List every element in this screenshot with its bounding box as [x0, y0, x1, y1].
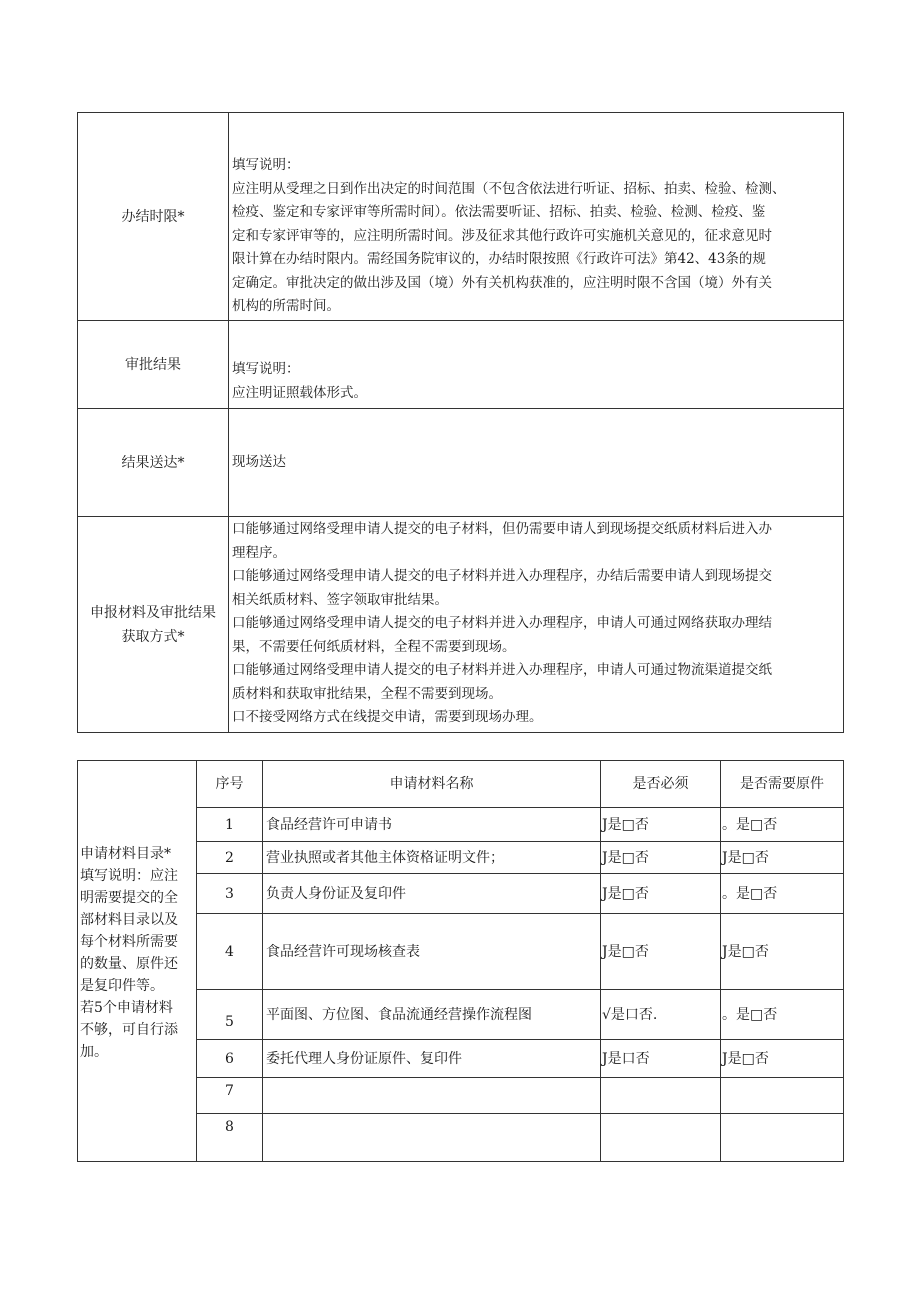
- row-original-check: J是□否: [721, 1040, 844, 1078]
- option-line: 口能够通过网络受理申请人提交的电子材料，但仍需要申请人到现场提交纸质材料后进入办: [232, 521, 772, 537]
- materials-header-row: [78, 761, 844, 808]
- approval-result-row: [78, 321, 844, 409]
- row-material-name: 负责人身份证及复印件: [263, 874, 601, 914]
- result-delivery-label: 结果送达*: [78, 409, 229, 517]
- row-required-check: [601, 1078, 721, 1114]
- row-required-check: J是□否: [601, 914, 721, 990]
- row-required-check: √是口否.: [601, 990, 721, 1040]
- row-seq: 8: [197, 1114, 263, 1162]
- row-seq: 3: [197, 874, 263, 914]
- option-line: 理程序。: [232, 544, 286, 561]
- option-line: 口不接受网络方式在线提交申请，需要到现场办理。: [232, 709, 543, 725]
- row-original-check: J是□否: [721, 842, 844, 874]
- text-line: 机构的所需时间。: [232, 298, 340, 314]
- text-line: 定和专家评审等的，应注明所需时间。涉及征求其他行政许可实施机关意见的，征求意见时: [232, 227, 772, 244]
- processing-time-label: 办结时限*: [78, 113, 229, 321]
- label-line: 若5个申请材料: [80, 1000, 173, 1016]
- label-line: 获取方式*: [121, 628, 185, 645]
- row-material-name: 营业执照或者其他主体资格证明文件；: [263, 842, 601, 874]
- header-seq: 序号: [197, 761, 263, 808]
- row-required-check: [601, 1114, 721, 1162]
- label-line: 申请材料目录*: [80, 846, 171, 862]
- row-required-check: J是□否: [601, 874, 721, 914]
- row-seq: 6: [197, 1040, 263, 1078]
- submission-method-label: [78, 517, 229, 733]
- option-line: 口能够通过网络受理申请人提交的电子材料并进入办理程序，办结后需要申请人到现场提交: [232, 568, 772, 584]
- label-line: 的数量、原件还: [80, 956, 178, 972]
- row-material-name: 食品经营许可申请书: [263, 808, 601, 842]
- option-line: 质材料和获取审批结果，全程不需要到现场。: [232, 685, 502, 702]
- option-line: 口能够通过网络受理申请人提交的电子材料并进入办理程序，申请人可通过物流渠道提交纸: [232, 662, 772, 678]
- option-line: 相关纸质材料、签字领取审批结果。: [232, 591, 448, 608]
- header-required: 是否必须: [601, 761, 721, 808]
- row-original-check: [721, 1078, 844, 1114]
- row-material-name: [263, 1078, 601, 1114]
- result-delivery-value: 现场送达: [229, 409, 844, 517]
- text-line: 限计算在办结时限内。需经国务院审议的，办结时限按照《行政许可法》第42、43条的规: [232, 251, 766, 267]
- row-original-check: 。是□否: [721, 990, 844, 1040]
- processing-time-content: [229, 113, 844, 321]
- service-info-table: [77, 112, 844, 733]
- row-original-check: 。是□否: [721, 808, 844, 842]
- approval-result-content: [229, 321, 844, 409]
- row-seq: 1: [197, 808, 263, 842]
- row-material-name: [263, 1114, 601, 1162]
- label-line: 是复印件等。: [80, 978, 164, 994]
- row-seq: 7: [197, 1078, 263, 1114]
- row-seq: 4: [197, 914, 263, 990]
- label-line: 不够，可自行添: [80, 1022, 178, 1038]
- row-original-check: J是□否: [721, 914, 844, 990]
- row-original-check: 。是□否: [721, 874, 844, 914]
- text-line: 应注明证照载体形式。: [232, 384, 367, 401]
- label-line: 部材料目录以及: [80, 912, 178, 928]
- row-seq: 5: [197, 990, 263, 1040]
- label-line: 申报材料及审批结果: [90, 604, 216, 621]
- approval-result-label: 审批结果: [78, 321, 229, 409]
- materials-table: [77, 760, 844, 1162]
- result-delivery-row: [78, 409, 844, 517]
- row-material-name: 委托代理人身份证原件、复印件: [263, 1040, 601, 1078]
- text-line: 填写说明：: [232, 361, 300, 377]
- row-required-check: J是□否: [601, 808, 721, 842]
- row-required-check: J是□否: [601, 842, 721, 874]
- text-line: 填写说明：: [232, 157, 300, 173]
- header-name: 申请材料名称: [263, 761, 601, 808]
- text-line: 应注明从受理之日到作出决定的时间范围（不包含依法进行听证、招标、拍卖、检验、检测、: [232, 180, 786, 197]
- row-required-check: J是口否: [601, 1040, 721, 1078]
- label-line: 加。: [80, 1044, 108, 1060]
- submission-method-row: [78, 517, 844, 733]
- submission-method-options: [229, 517, 844, 733]
- materials-label: [78, 761, 197, 1162]
- option-line: 口能够通过网络受理申请人提交的电子材料并进入办理程序，申请人可通过网络获取办理结: [232, 615, 772, 631]
- row-material-name: 平面图、方位图、食品流通经营操作流程图: [263, 990, 601, 1040]
- header-original: 是否需要原件: [721, 761, 844, 808]
- row-original-check: [721, 1114, 844, 1162]
- processing-time-row: [78, 113, 844, 321]
- label-line: 每个材料所需要: [80, 934, 178, 950]
- label-line: 明需要提交的全: [80, 890, 178, 906]
- row-material-name: 食品经营许可现场核查表: [263, 914, 601, 990]
- text-line: 检疫、鉴定和专家评审等所需时间）。依法需要听证、招标、拍卖、检验、检测、检疫、鉴: [232, 204, 766, 220]
- option-line: 果，不需要任何纸质材料，全程不需要到现场。: [232, 638, 516, 655]
- row-seq: 2: [197, 842, 263, 874]
- label-line: 填写说明：应注: [80, 868, 178, 884]
- text-line: 定确定。审批决定的做出涉及国（境）外有关机构获准的，应注明时限不含国（境）外有关: [232, 274, 772, 291]
